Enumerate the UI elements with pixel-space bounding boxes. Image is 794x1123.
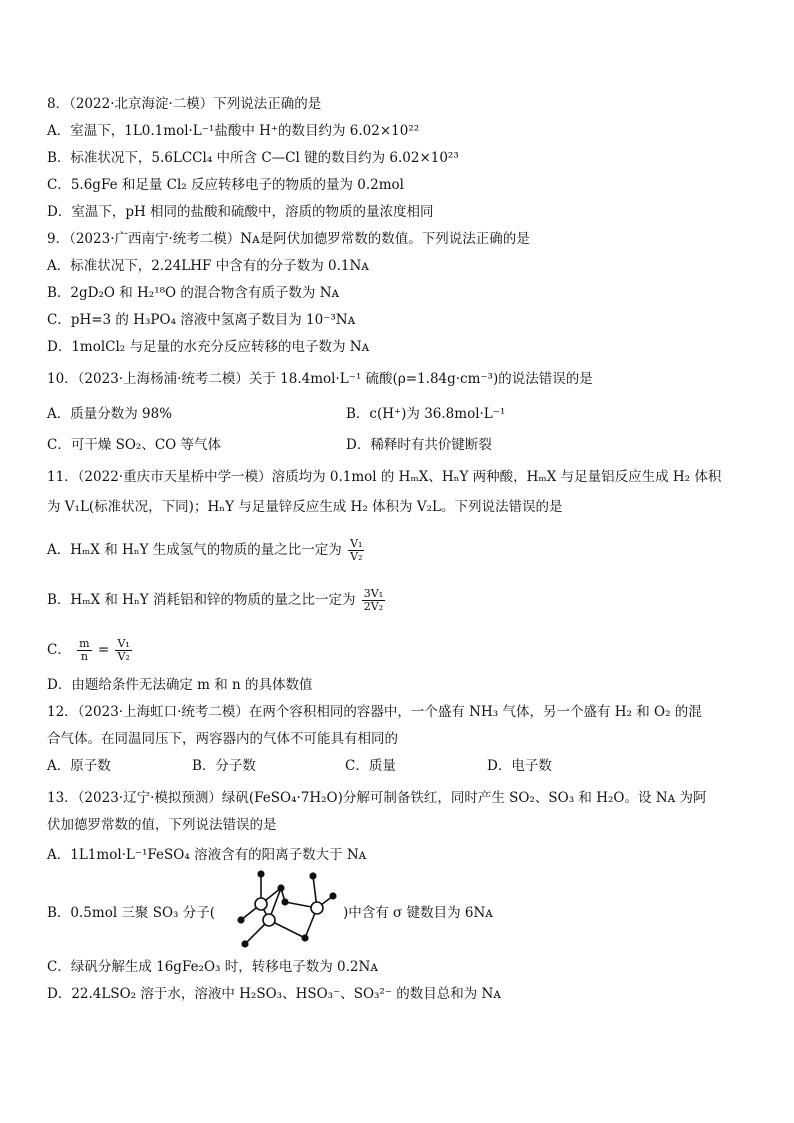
fraction-denominator: V₂ xyxy=(350,550,363,563)
q13-stem-line2: 伏加德罗常数的值，下列说法错误的是 xyxy=(47,817,277,833)
q12-option-a: A．原子数 xyxy=(47,758,111,774)
q11-option-a-fraction xyxy=(348,538,364,563)
fraction-denominator: n xyxy=(80,650,88,663)
q11-stem-line2: 为 V₁L(标准状况，下同)；HₙY 与足量锌反应生成 H₂ 体积为 V₂L。下列说法错误的是 xyxy=(47,499,563,515)
q13-option-a: A．1L1mol·L⁻¹FeSO₄ 溶液含有的阳离子数大于 Nᴀ xyxy=(47,847,367,863)
q10-option-c: C．可干燥 SO₂、CO 等气体 xyxy=(47,437,222,453)
fraction-numerator: V₁ xyxy=(350,537,363,550)
q8-stem: 8．（2022·北京海淀·二模）下列说法正确的是 xyxy=(47,96,322,112)
q12-stem-line1: 12．（2023·上海虹口·统考二模）在两个容积相同的容器中，一个盛有 NH₃ 气体，另一个盛有 H₂ 和 O₂ 的混 xyxy=(47,704,702,720)
q13-option-d: D．22.4LSO₂ 溶于水，溶液中 H₂SO₃、HSO₃⁻、SO₃²⁻ 的数目总和为 Nᴀ xyxy=(47,986,501,1002)
q11-option-d: D．由题给条件无法确定 m 和 n 的具体数值 xyxy=(47,677,313,693)
q13-option-b-prefix: B．0.5mol 三聚 SO₃ 分子( xyxy=(47,905,216,921)
q13-option-b-suffix: )中含有 σ 键数目为 6Nᴀ xyxy=(343,905,493,921)
q10-option-d: D．稀释时有共价键断裂 xyxy=(346,437,492,453)
q11-option-c-fraction-left xyxy=(77,638,91,663)
q9-option-a: A．标准状况下，2.24LHF 中含有的分子数为 0.1Nᴀ xyxy=(47,258,369,274)
q13-stem-line1: 13．（2023·辽宁·模拟预测）绿矾(FeSO₄·7H₂O)分解可制备铁红，同时产生 SO₂、SO₃ 和 H₂O。设 Nᴀ 为阿 xyxy=(47,790,707,806)
trimer-so3-molecule-diagram xyxy=(233,868,337,952)
fraction-numerator: m xyxy=(79,637,90,650)
equals-sign: = xyxy=(97,642,110,658)
q10-stem: 10．（2023·上海杨浦·统考二模）关于 18.4mol·L⁻¹ 硫酸(ρ=1.84g·cm⁻³)的说法错误的是 xyxy=(47,371,593,387)
q13-option-c: C．绿矾分解生成 16gFe₂O₃ 时，转移电子数为 0.2Nᴀ xyxy=(47,959,378,975)
q11-option-c xyxy=(47,638,134,663)
q11-option-a xyxy=(47,538,366,563)
fraction-denominator: 2V₂ xyxy=(363,600,384,613)
q12-option-b: B．分子数 xyxy=(192,758,256,774)
q11-option-c-label: C． xyxy=(47,642,71,658)
q9-stem: 9．（2023·广西南宁·统考二模）Nᴀ是阿伏加德罗常数的数值。下列说法正确的是 xyxy=(47,231,530,247)
q12-stem-line2: 合气体。在同温同压下，两容器内的气体不可能具有相同的 xyxy=(47,731,398,747)
q9-option-d: D．1molCl₂ 与足量的水充分反应转移的电子数为 Nᴀ xyxy=(47,339,370,355)
q8-option-a: A．室温下，1L0.1mol·L⁻¹盐酸中 H⁺的数目约为 6.02×10²² xyxy=(47,123,420,139)
q11-option-b xyxy=(47,588,387,613)
fraction-numerator: V₁ xyxy=(117,637,130,650)
fraction-denominator: V₂ xyxy=(117,650,130,663)
q9-option-c: C．pH=3 的 H₃PO₄ 溶液中氢离子数目为 10⁻³Nᴀ xyxy=(47,312,356,328)
fraction-numerator: 3V₁ xyxy=(363,587,384,600)
q11-option-a-text: A．HₘX 和 HₙY 生成氢气的物质的量之比一定为 xyxy=(47,542,342,558)
q11-stem-line1: 11．（2022·重庆市天星桥中学一模）溶质均为 0.1mol 的 HₘX、HₙY 两种酸，HₘX 与足量铝反应生成 H₂ 体积 xyxy=(47,469,722,485)
q10-option-a: A．质量分数为 98% xyxy=(47,406,173,422)
q12-option-d: D．电子数 xyxy=(487,758,552,774)
q9-option-b: B．2gD₂O 和 H₂¹⁸O 的混合物含有质子数为 Nᴀ xyxy=(47,285,340,301)
q12-option-c: C．质量 xyxy=(345,758,396,774)
q11-option-b-text: B．HₘX 和 HₙY 消耗铝和锌的物质的量之比一定为 xyxy=(47,592,356,608)
q11-option-b-fraction xyxy=(362,588,385,613)
q8-option-c: C．5.6gFe 和足量 Cl₂ 反应转移电子的物质的量为 0.2mol xyxy=(47,177,404,193)
q10-option-b: B．c(H⁺)为 36.8mol·L⁻¹ xyxy=(346,406,506,422)
q8-option-d: D．室温下，pH 相同的盐酸和硫酸中，溶质的物质的量浓度相同 xyxy=(47,204,434,220)
q8-option-b: B．标准状况下，5.6LCCl₄ 中所含 C—Cl 键的数目约为 6.02×10²³ xyxy=(47,150,459,166)
q11-option-c-fraction-right xyxy=(115,638,131,663)
